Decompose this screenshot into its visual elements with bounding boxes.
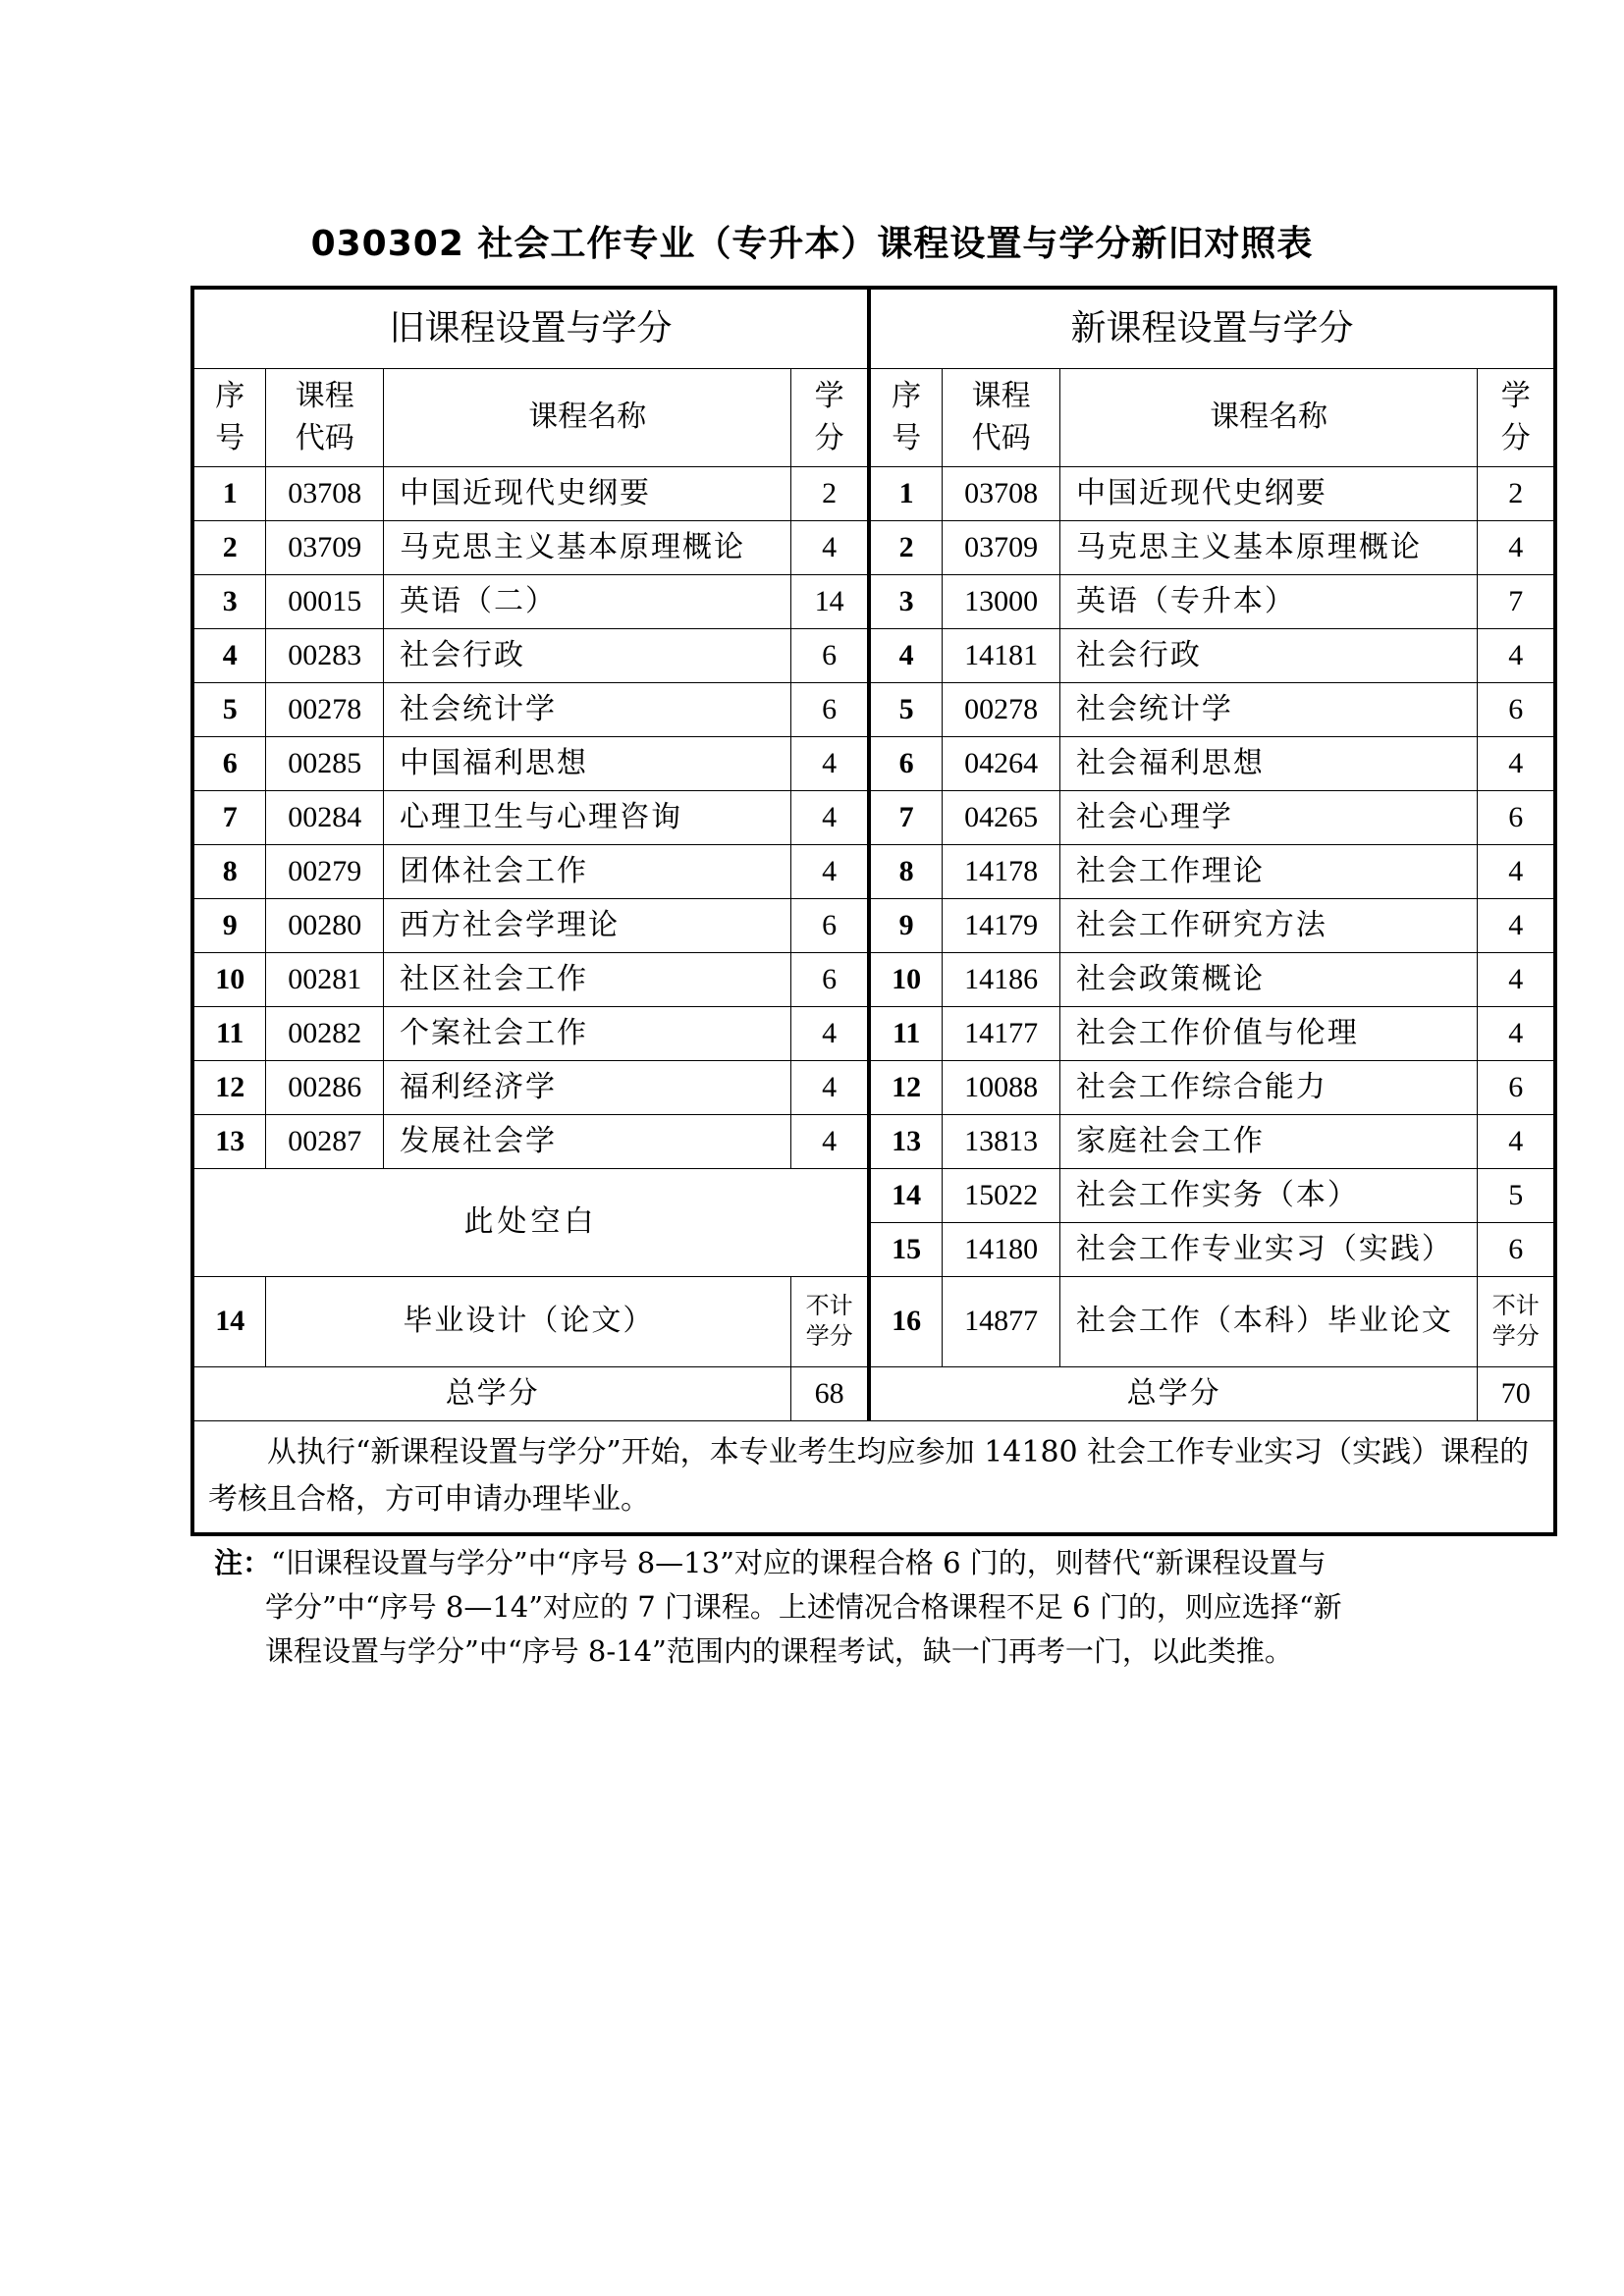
table-row: [192, 1114, 1555, 1168]
new-index-cell: 6: [869, 736, 943, 790]
new-name-cell: 社会统计学: [1059, 682, 1478, 736]
old-credit-cell: 6: [791, 628, 869, 682]
table-row: [192, 682, 1555, 736]
new-code-cell: 04264: [943, 736, 1060, 790]
new-name-cell: 中国近现代史纲要: [1059, 466, 1478, 520]
new-index-header: [869, 368, 943, 466]
old-code-header-text: 课程代码: [295, 378, 354, 455]
new-name-cell: 社会工作理论: [1059, 844, 1478, 898]
old-credit-cell: 4: [791, 1114, 869, 1168]
old-credit-cell: 4: [791, 790, 869, 844]
new-credit-cell: 6: [1478, 1222, 1555, 1276]
old-name-cell: 心理卫生与心理咨询: [384, 790, 791, 844]
old-name-cell: 社区社会工作: [384, 952, 791, 1006]
new-name-cell: 家庭社会工作: [1059, 1114, 1478, 1168]
new-index-cell: 1: [869, 466, 943, 520]
old-index-cell: 11: [192, 1006, 266, 1060]
old-name-cell: 社会统计学: [384, 682, 791, 736]
new-thesis-code: 14877: [943, 1276, 1060, 1366]
old-code-cell: 00279: [266, 844, 384, 898]
old-code-cell: 00287: [266, 1114, 384, 1168]
new-index-cell: 11: [869, 1006, 943, 1060]
new-credit-cell: 2: [1478, 466, 1555, 520]
new-credit-cell: 4: [1478, 898, 1555, 952]
table-row: [192, 574, 1555, 628]
new-index-cell: 7: [869, 790, 943, 844]
new-code-header-text: 课程代码: [971, 378, 1031, 455]
old-index-cell: 5: [192, 682, 266, 736]
new-code-cell: 04265: [943, 790, 1060, 844]
footnote-label: 注：: [214, 1546, 272, 1579]
old-credit-cell: 4: [791, 1060, 869, 1114]
footnote-line-1-text: “旧课程设置与学分”中“序号 8—13”对应的课程合格 6 门的，则替代“新课程设置与: [271, 1546, 1326, 1579]
totals-row: [192, 1366, 1555, 1420]
new-code-header: [943, 368, 1060, 466]
old-code-cell: 03709: [266, 520, 384, 574]
table-row: [192, 628, 1555, 682]
old-code-cell: 00285: [266, 736, 384, 790]
table-row: [192, 1168, 1555, 1222]
table-row: [192, 790, 1555, 844]
new-name-cell: 社会工作价值与伦理: [1059, 1006, 1478, 1060]
footnote-line-2: 学分”中“序号 8—14”对应的 7 门课程。上述情况合格课程不足 6 门的，则应选择“新: [265, 1589, 1342, 1624]
old-name-cell: 个案社会工作: [384, 1006, 791, 1060]
old-credit-cell: 2: [791, 466, 869, 520]
new-code-cell: 15022: [943, 1168, 1060, 1222]
new-name-cell: 社会工作专业实习（实践）: [1059, 1222, 1478, 1276]
new-index-cell: 15: [869, 1222, 943, 1276]
old-code-cell: 00281: [266, 952, 384, 1006]
new-code-cell: 14180: [943, 1222, 1060, 1276]
old-thesis-credit-text: 不计学分: [805, 1291, 853, 1350]
new-credit-cell: 6: [1478, 790, 1555, 844]
new-code-cell: 13813: [943, 1114, 1060, 1168]
old-credit-cell: 4: [791, 1006, 869, 1060]
new-index-cell: 4: [869, 628, 943, 682]
table-row: [192, 736, 1555, 790]
new-index-cell: 12: [869, 1060, 943, 1114]
new-credit-cell: 4: [1478, 628, 1555, 682]
new-section-header: 新课程设置与学分: [869, 288, 1555, 368]
new-index-cell: 10: [869, 952, 943, 1006]
new-code-cell: 03709: [943, 520, 1060, 574]
table-row: [192, 1006, 1555, 1060]
old-index-cell: 7: [192, 790, 266, 844]
old-index-cell: 10: [192, 952, 266, 1006]
thesis-row: [192, 1276, 1555, 1366]
old-thesis-name: 毕业设计（论文）: [266, 1276, 791, 1366]
old-index-cell: 12: [192, 1060, 266, 1114]
blank-placeholder-cell: 此处空白: [192, 1168, 869, 1276]
new-code-cell: 14181: [943, 628, 1060, 682]
old-thesis-credit: [791, 1276, 869, 1366]
new-credit-cell: 6: [1478, 1060, 1555, 1114]
old-name-cell: 中国近现代史纲要: [384, 466, 791, 520]
old-code-cell: 00280: [266, 898, 384, 952]
new-code-cell: 14177: [943, 1006, 1060, 1060]
new-thesis-name: 社会工作（本科）毕业论文: [1059, 1276, 1478, 1366]
new-name-cell: 社会工作研究方法: [1059, 898, 1478, 952]
old-credit-cell: 4: [791, 844, 869, 898]
old-credit-header: [791, 368, 869, 466]
old-index-cell: 8: [192, 844, 266, 898]
new-index-cell: 14: [869, 1168, 943, 1222]
old-name-header: 课程名称: [384, 368, 791, 466]
old-index-cell: 3: [192, 574, 266, 628]
footnote: [214, 1541, 1490, 1674]
new-index-cell: 2: [869, 520, 943, 574]
old-index-cell: 13: [192, 1114, 266, 1168]
new-index-cell: 5: [869, 682, 943, 736]
new-index-cell: 3: [869, 574, 943, 628]
old-code-cell: 00283: [266, 628, 384, 682]
table-row: [192, 1060, 1555, 1114]
new-index-header-text: 序号: [892, 378, 922, 455]
old-name-cell: 西方社会学理论: [384, 898, 791, 952]
new-name-cell: 社会工作综合能力: [1059, 1060, 1478, 1114]
old-name-cell: 福利经济学: [384, 1060, 791, 1114]
new-name-cell: 马克思主义基本原理概论: [1059, 520, 1478, 574]
old-code-cell: 00278: [266, 682, 384, 736]
new-index-cell: 8: [869, 844, 943, 898]
old-name-cell: 英语（二）: [384, 574, 791, 628]
old-credit-cell: 4: [791, 736, 869, 790]
new-credit-cell: 6: [1478, 682, 1555, 736]
new-credit-cell: 4: [1478, 736, 1555, 790]
old-index-header-text: 序号: [215, 378, 245, 455]
old-code-cell: 00284: [266, 790, 384, 844]
new-code-cell: 10088: [943, 1060, 1060, 1114]
old-index-cell: 2: [192, 520, 266, 574]
old-total-label: 总学分: [192, 1366, 791, 1420]
old-index-header: [192, 368, 266, 466]
page-title: 030302 社会工作专业（专升本）课程设置与学分新旧对照表: [310, 224, 1314, 264]
old-name-cell: 社会行政: [384, 628, 791, 682]
new-credit-cell: 4: [1478, 844, 1555, 898]
new-code-cell: 14178: [943, 844, 1060, 898]
table-row: [192, 844, 1555, 898]
new-code-cell: 14186: [943, 952, 1060, 1006]
old-credit-cell: 4: [791, 520, 869, 574]
old-index-cell: 6: [192, 736, 266, 790]
new-thesis-credit: [1478, 1276, 1555, 1366]
new-name-cell: 社会工作实务（本）: [1059, 1168, 1478, 1222]
new-code-cell: 14179: [943, 898, 1060, 952]
new-credit-header-text: 学分: [1500, 378, 1531, 455]
old-credit-cell: 14: [791, 574, 869, 628]
section-header-row: [192, 288, 1555, 368]
column-header-row: [192, 368, 1555, 466]
old-index-cell: 1: [192, 466, 266, 520]
new-code-cell: 00278: [943, 682, 1060, 736]
table-row: [192, 466, 1555, 520]
footnote-line-1: [214, 1541, 1490, 1585]
table-row: [192, 952, 1555, 1006]
old-section-header: 旧课程设置与学分: [192, 288, 869, 368]
new-credit-cell: 7: [1478, 574, 1555, 628]
new-name-cell: 社会政策概论: [1059, 952, 1478, 1006]
old-name-cell: 发展社会学: [384, 1114, 791, 1168]
comparison-table: [190, 286, 1557, 1536]
new-index-cell: 9: [869, 898, 943, 952]
old-name-cell: 中国福利思想: [384, 736, 791, 790]
old-credit-cell: 6: [791, 682, 869, 736]
new-name-cell: 社会心理学: [1059, 790, 1478, 844]
footnote-line-3: 课程设置与学分”中“序号 8-14”范围内的课程考试，缺一门再考一门，以此类推。: [265, 1633, 1293, 1668]
new-credit-cell: 5: [1478, 1168, 1555, 1222]
new-credit-cell: 4: [1478, 1114, 1555, 1168]
old-thesis-index: 14: [192, 1276, 266, 1366]
old-code-cell: 00282: [266, 1006, 384, 1060]
table-note-text: 从执行“新课程设置与学分”开始，本专业考生均应参加 14180 社会工作专业实习（实践）课程的考核且合格，方可申请办理毕业。: [208, 1435, 1530, 1518]
table-note-row: [192, 1420, 1555, 1534]
new-credit-cell: 4: [1478, 520, 1555, 574]
old-credit-cell: 6: [791, 898, 869, 952]
old-index-cell: 4: [192, 628, 266, 682]
old-index-cell: 9: [192, 898, 266, 952]
new-code-cell: 13000: [943, 574, 1060, 628]
new-thesis-index: 16: [869, 1276, 943, 1366]
new-total-label: 总学分: [869, 1366, 1478, 1420]
new-total-value: 70: [1478, 1366, 1555, 1420]
new-name-header: 课程名称: [1059, 368, 1478, 466]
old-credit-header-text: 学分: [814, 378, 844, 455]
old-code-cell: 03708: [266, 466, 384, 520]
old-code-cell: 00015: [266, 574, 384, 628]
new-name-cell: 社会福利思想: [1059, 736, 1478, 790]
new-credit-header: [1478, 368, 1555, 466]
old-name-cell: 马克思主义基本原理概论: [384, 520, 791, 574]
old-code-header: [266, 368, 384, 466]
new-code-cell: 03708: [943, 466, 1060, 520]
table-row: [192, 520, 1555, 574]
table-note: [192, 1420, 1555, 1534]
comparison-table-wrapper: [190, 286, 1557, 1536]
old-code-cell: 00286: [266, 1060, 384, 1114]
new-credit-cell: 4: [1478, 1006, 1555, 1060]
new-name-cell: 社会行政: [1059, 628, 1478, 682]
new-credit-cell: 4: [1478, 952, 1555, 1006]
old-name-cell: 团体社会工作: [384, 844, 791, 898]
table-row: [192, 898, 1555, 952]
new-thesis-credit-text: 不计学分: [1491, 1291, 1540, 1350]
new-index-cell: 13: [869, 1114, 943, 1168]
old-credit-cell: 6: [791, 952, 869, 1006]
new-name-cell: 英语（专升本）: [1059, 574, 1478, 628]
old-total-value: 68: [791, 1366, 869, 1420]
